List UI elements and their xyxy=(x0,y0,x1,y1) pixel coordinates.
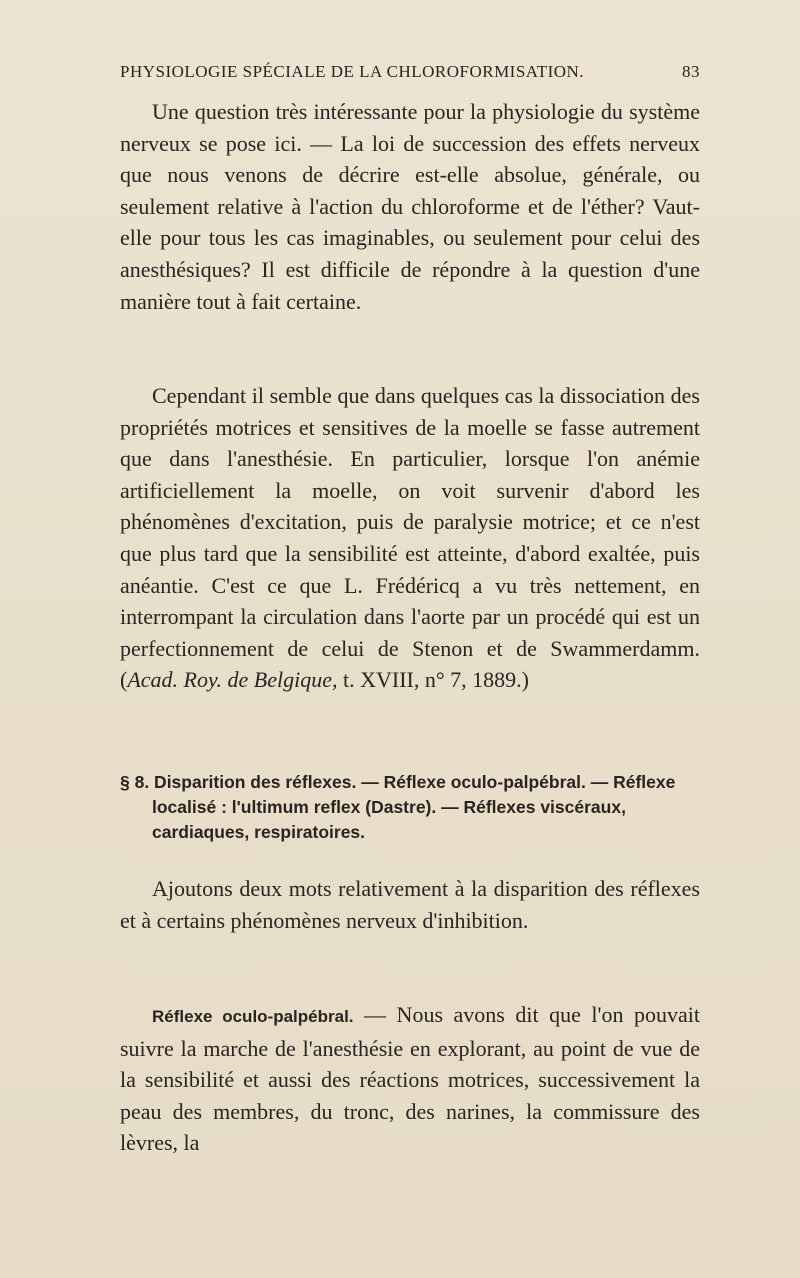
paragraph-reflexes xyxy=(120,873,700,936)
section-heading: § 8. Disparition des réflexes. — Réflexe oculo-palpébral. — Réflexe localisé : l'ultimum reflex (Dastre). — Réflexes viscéraux, cardiaques, respiratoires. xyxy=(120,772,676,842)
paragraph-oculo-palpebral xyxy=(120,999,700,1159)
page-number: 83 xyxy=(682,62,700,81)
paragraph-text: Ajoutons deux mots relativement à la disparition des réflexes et à certains phénomènes nerveux d'inhibition. xyxy=(120,876,700,933)
citation-end: t. XVIII, n° 7, 1889.) xyxy=(337,667,529,693)
running-head-title: PHYSIOLOGIE SPÉCIALE DE LA CHLOROFORMISATION. xyxy=(120,62,585,81)
paragraph-body: — Nous avons dit que l'on pouvait suivre la marche de l'anesthésie en explorant, au point de vue de la sensibilité et aussi des réactions motrices, successivement la peau des membres, du tronc, des narines, la commissure des lèvres, la xyxy=(120,1002,700,1156)
paragraph-main-text: Cependant il semble que dans quelques cas la dissociation des propriétés motrices et sensitives de la moelle se fasse autrement que dans l'anesthésie. En particulier, lorsque l'on anémie artificiellement la moelle, on voit survenir d'abord les phénomènes d'excitation, puis de paralysie motrice; et ce n'est que plus tard que la sensibilité est atteinte, d'abord exaltée, puis anéantie. C'est ce que L. Frédéricq a vu très nettement, en interrompant la circulation dans l'aorte par un procédé qui est un perfectionnement de celui de Stenon et de Swammerdamm. ( xyxy=(120,383,700,693)
paragraph-question xyxy=(120,96,700,317)
runin-heading: Réflexe oculo-palpébral. xyxy=(152,1007,354,1026)
citation-journal: Acad. Roy. de Belgique, xyxy=(127,667,338,693)
paragraph-text: Une question très intéressante pour la physiologie du système nerveux se pose ici. — La loi de succession des effets nerveux que nous venons de décrire est-elle absolue, générale, ou seulement relative à l'action du chloroforme et de l'éther? Vaut-elle pour tous les cas imaginables, ou seulement pour celui des anesthésiques? Il est difficile de répondre à la question d'une manière tout à fait certaine. xyxy=(120,99,700,314)
paragraph-dissociation xyxy=(120,380,700,696)
paragraph-text xyxy=(120,999,700,1159)
paragraph-text xyxy=(120,380,700,696)
